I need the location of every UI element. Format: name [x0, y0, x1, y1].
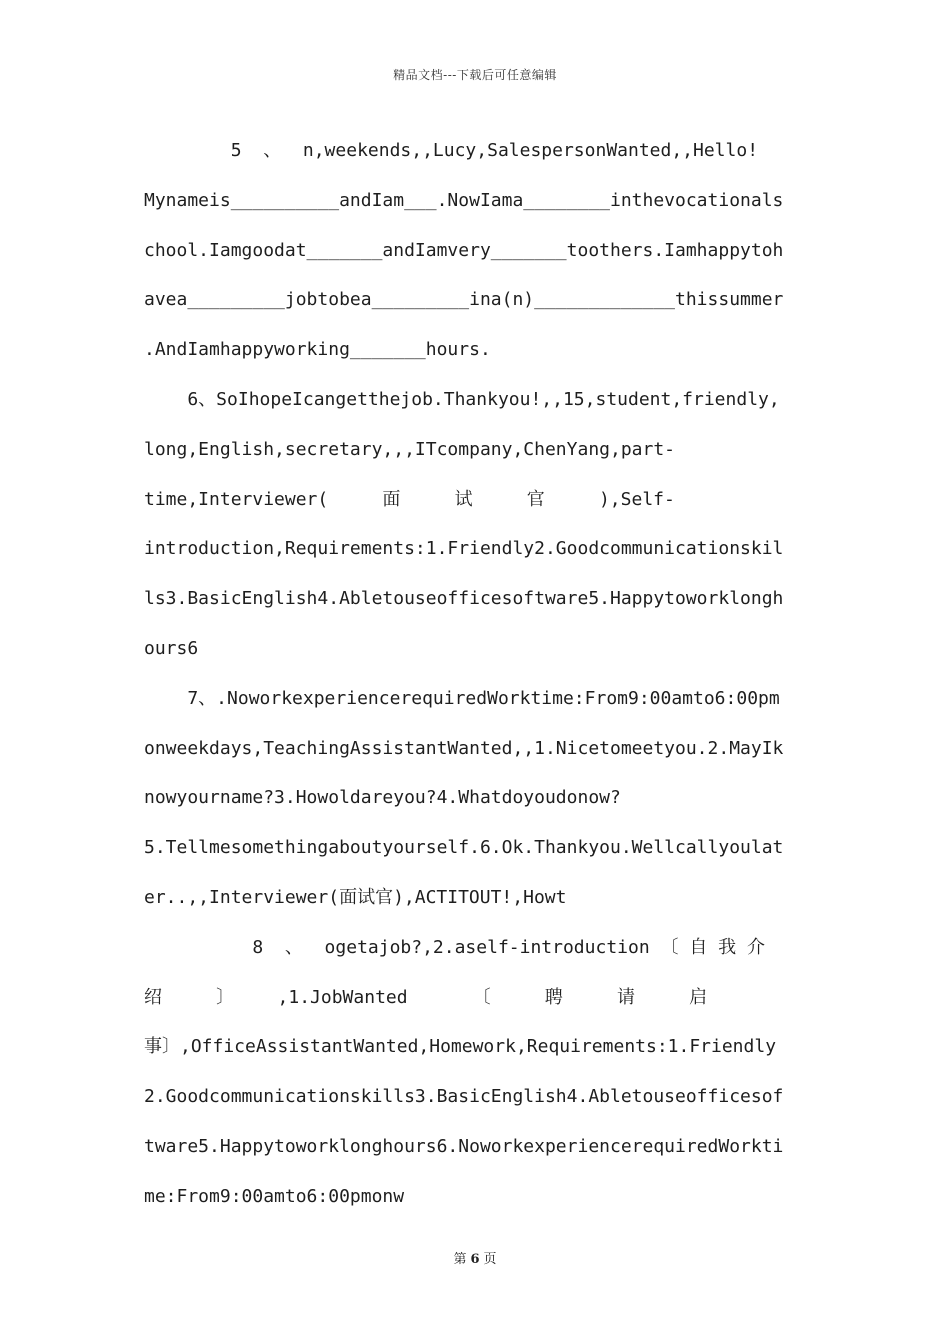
text-line: long,English,secretary,,,ITcompany,ChenYang,part-	[144, 438, 676, 460]
text-line: .AndIamhappyworking_______hours.	[144, 339, 491, 361]
text-line: 8 、 ogetajob?,2.aself-introduction 〔 自 我 介	[144, 936, 766, 958]
page-header	[0, 66, 950, 83]
text-line: tware5.Happytoworklonghours6.NoworkexperiencerequiredWorkti	[144, 1135, 784, 1157]
text-line: chool.Iamgoodat_______andIamvery_______toothers.Iamhappytoh	[144, 239, 784, 261]
text-line: 5.Tellmesomethingaboutyourself.6.Ok.Thankyou.Wellcallyoulat	[144, 837, 784, 859]
page-header-text: 精品文档---下载后可任意编辑	[393, 68, 557, 82]
text-line: 6、SoIhopeIcangetthejob.Thankyou!,,15,student,friendly,	[144, 388, 780, 410]
page-number-suffix: 页	[483, 1252, 497, 1267]
text-line: me:From9:00amto6:00pmonw	[144, 1185, 405, 1207]
text-line: nowyourname?3.Howoldareyou?4.Whatdoyoudonow?	[144, 787, 621, 809]
text-line: ours6	[144, 637, 199, 659]
text-line: 2.Goodcommunicationskills3.BasicEnglish4.Abletouseofficesof	[144, 1086, 784, 1108]
page-number-prefix: 第	[453, 1252, 467, 1267]
text-line: time,Interviewer( 面 试 官 ),Self-	[144, 488, 675, 510]
text-line: introduction,Requirements:1.Friendly2.Goodcommunicationskil	[144, 538, 784, 560]
page-number: 6	[470, 1252, 480, 1267]
text-line: 事〕,OfficeAssistantWanted,Homework,Requirements:1.Friendly	[144, 1036, 777, 1058]
document-body	[144, 126, 806, 1222]
text-line: ls3.BasicEnglish4.Abletouseofficesoftware5.Happytoworklongh	[144, 588, 784, 610]
text-line: avea_________jobtobea_________ina(n)_____________thissummer	[144, 289, 784, 311]
text-line: er..,,Interviewer(面试官),ACTITOUT!,Howt	[144, 886, 567, 908]
text-line: onweekdays,TeachingAssistantWanted,,1.Nicetomeetyou.2.MayIk	[144, 737, 784, 759]
text-line: 5 、 n,weekends,,Lucy,SalespersonWanted,,Hello!	[144, 140, 759, 161]
page-footer	[0, 1248, 950, 1267]
text-line: 绍 〕 ,1.JobWanted 〔 聘 请 启	[144, 986, 708, 1008]
text-line: 7、.NoworkexperiencerequiredWorktime:From9:00amto6:00pm	[144, 687, 780, 709]
text-line: Mynameis__________andIam___.NowIama________inthevocationals	[144, 189, 784, 211]
